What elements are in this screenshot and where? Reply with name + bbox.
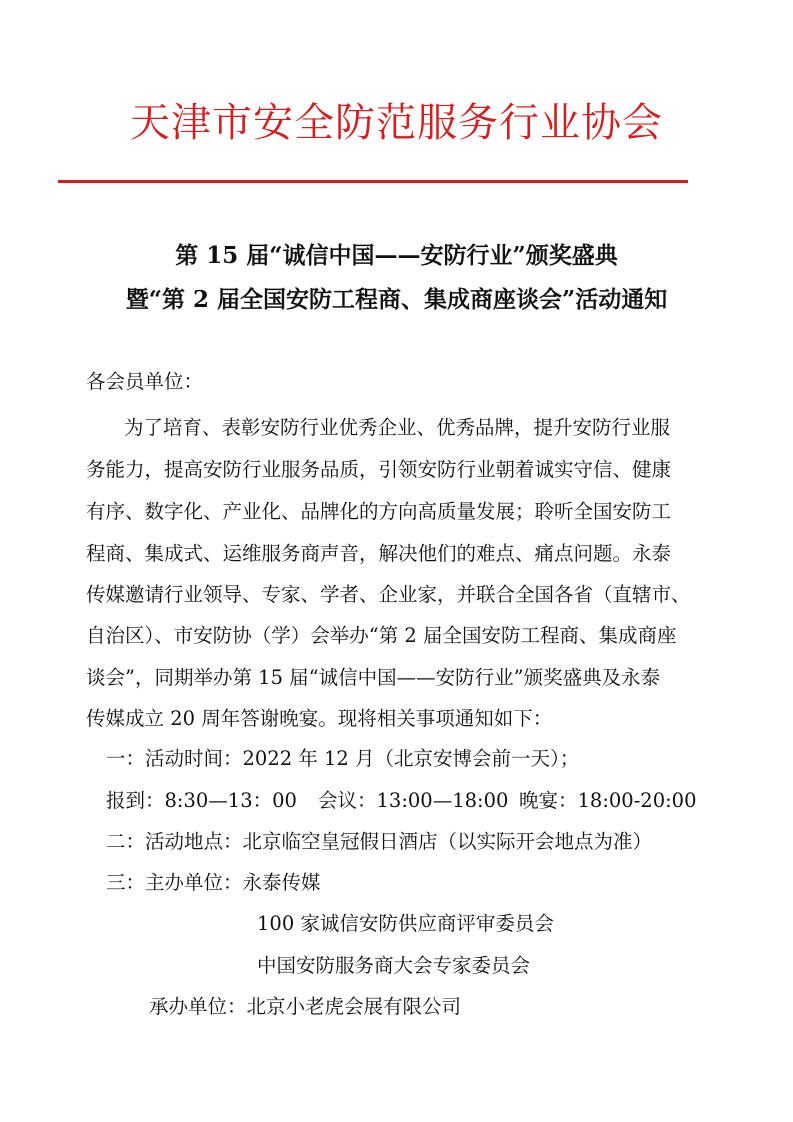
item-host: 三：主办单位：永泰传媒 (106, 871, 321, 894)
schedule-banquet: 晚宴：18:00-20:00 (519, 789, 697, 812)
paragraph-line-4: 程商、集成式、运维服务商声音，解决他们的难点、痛点问题。永泰 (86, 542, 672, 565)
cohost-1: 100 家诚信安防供应商评审委员会 (257, 912, 554, 935)
organizer: 承办单位：北京小老虎会展有限公司 (149, 995, 462, 1018)
paragraph-line-5: 传媒邀请行业领导、专家、学者、企业家，并联合全国各省（直辖市、 (86, 583, 691, 606)
notice-title-line-2: 暨“第 2 届全国安防工程商、集成商座谈会”活动通知 (125, 286, 668, 313)
schedule-meeting: 会议：13:00—18:00 (318, 789, 509, 812)
paragraph-line-2: 务能力，提高安防行业服务品质，引领安防行业朝着诚实守信、健康 (86, 458, 672, 481)
item-venue: 二：活动地点：北京临空皇冠假日酒店（以实际开会地点为准） (106, 830, 653, 853)
salutation: 各会员单位： (86, 370, 204, 393)
letterhead-title: 天津市安全防范服务行业协会 (130, 100, 663, 146)
letterhead-rule (58, 180, 688, 183)
schedule-checkin: 报到：8:30—13：00 (106, 789, 297, 812)
item-activity-time: 一：活动时间：2022 年 12 月（北京安博会前一天）； (106, 747, 580, 770)
paragraph-line-6: 自治区）、市安防协（学）会举办“第 2 届全国安防工程商、集成商座 (86, 624, 677, 647)
paragraph-line-1: 为了培育、表彰安防行业优秀企业、优秀品牌，提升安防行业服 (124, 416, 671, 439)
cohost-2: 中国安防服务商大会专家委员会 (257, 954, 531, 977)
paragraph-line-7: 谈会”，同期举办第 15 届“诚信中国——安防行业”颁奖盛典及永泰 (86, 666, 661, 689)
paragraph-line-8: 传媒成立 20 周年答谢晚宴。现将相关事项通知如下： (86, 707, 553, 730)
paragraph-line-3: 有序、数字化、产业化、品牌化的方向高质量发展；聆听全国安防工 (86, 500, 672, 523)
notice-title-line-1: 第 15 届“诚信中国——安防行业”颁奖盛典 (175, 242, 618, 269)
